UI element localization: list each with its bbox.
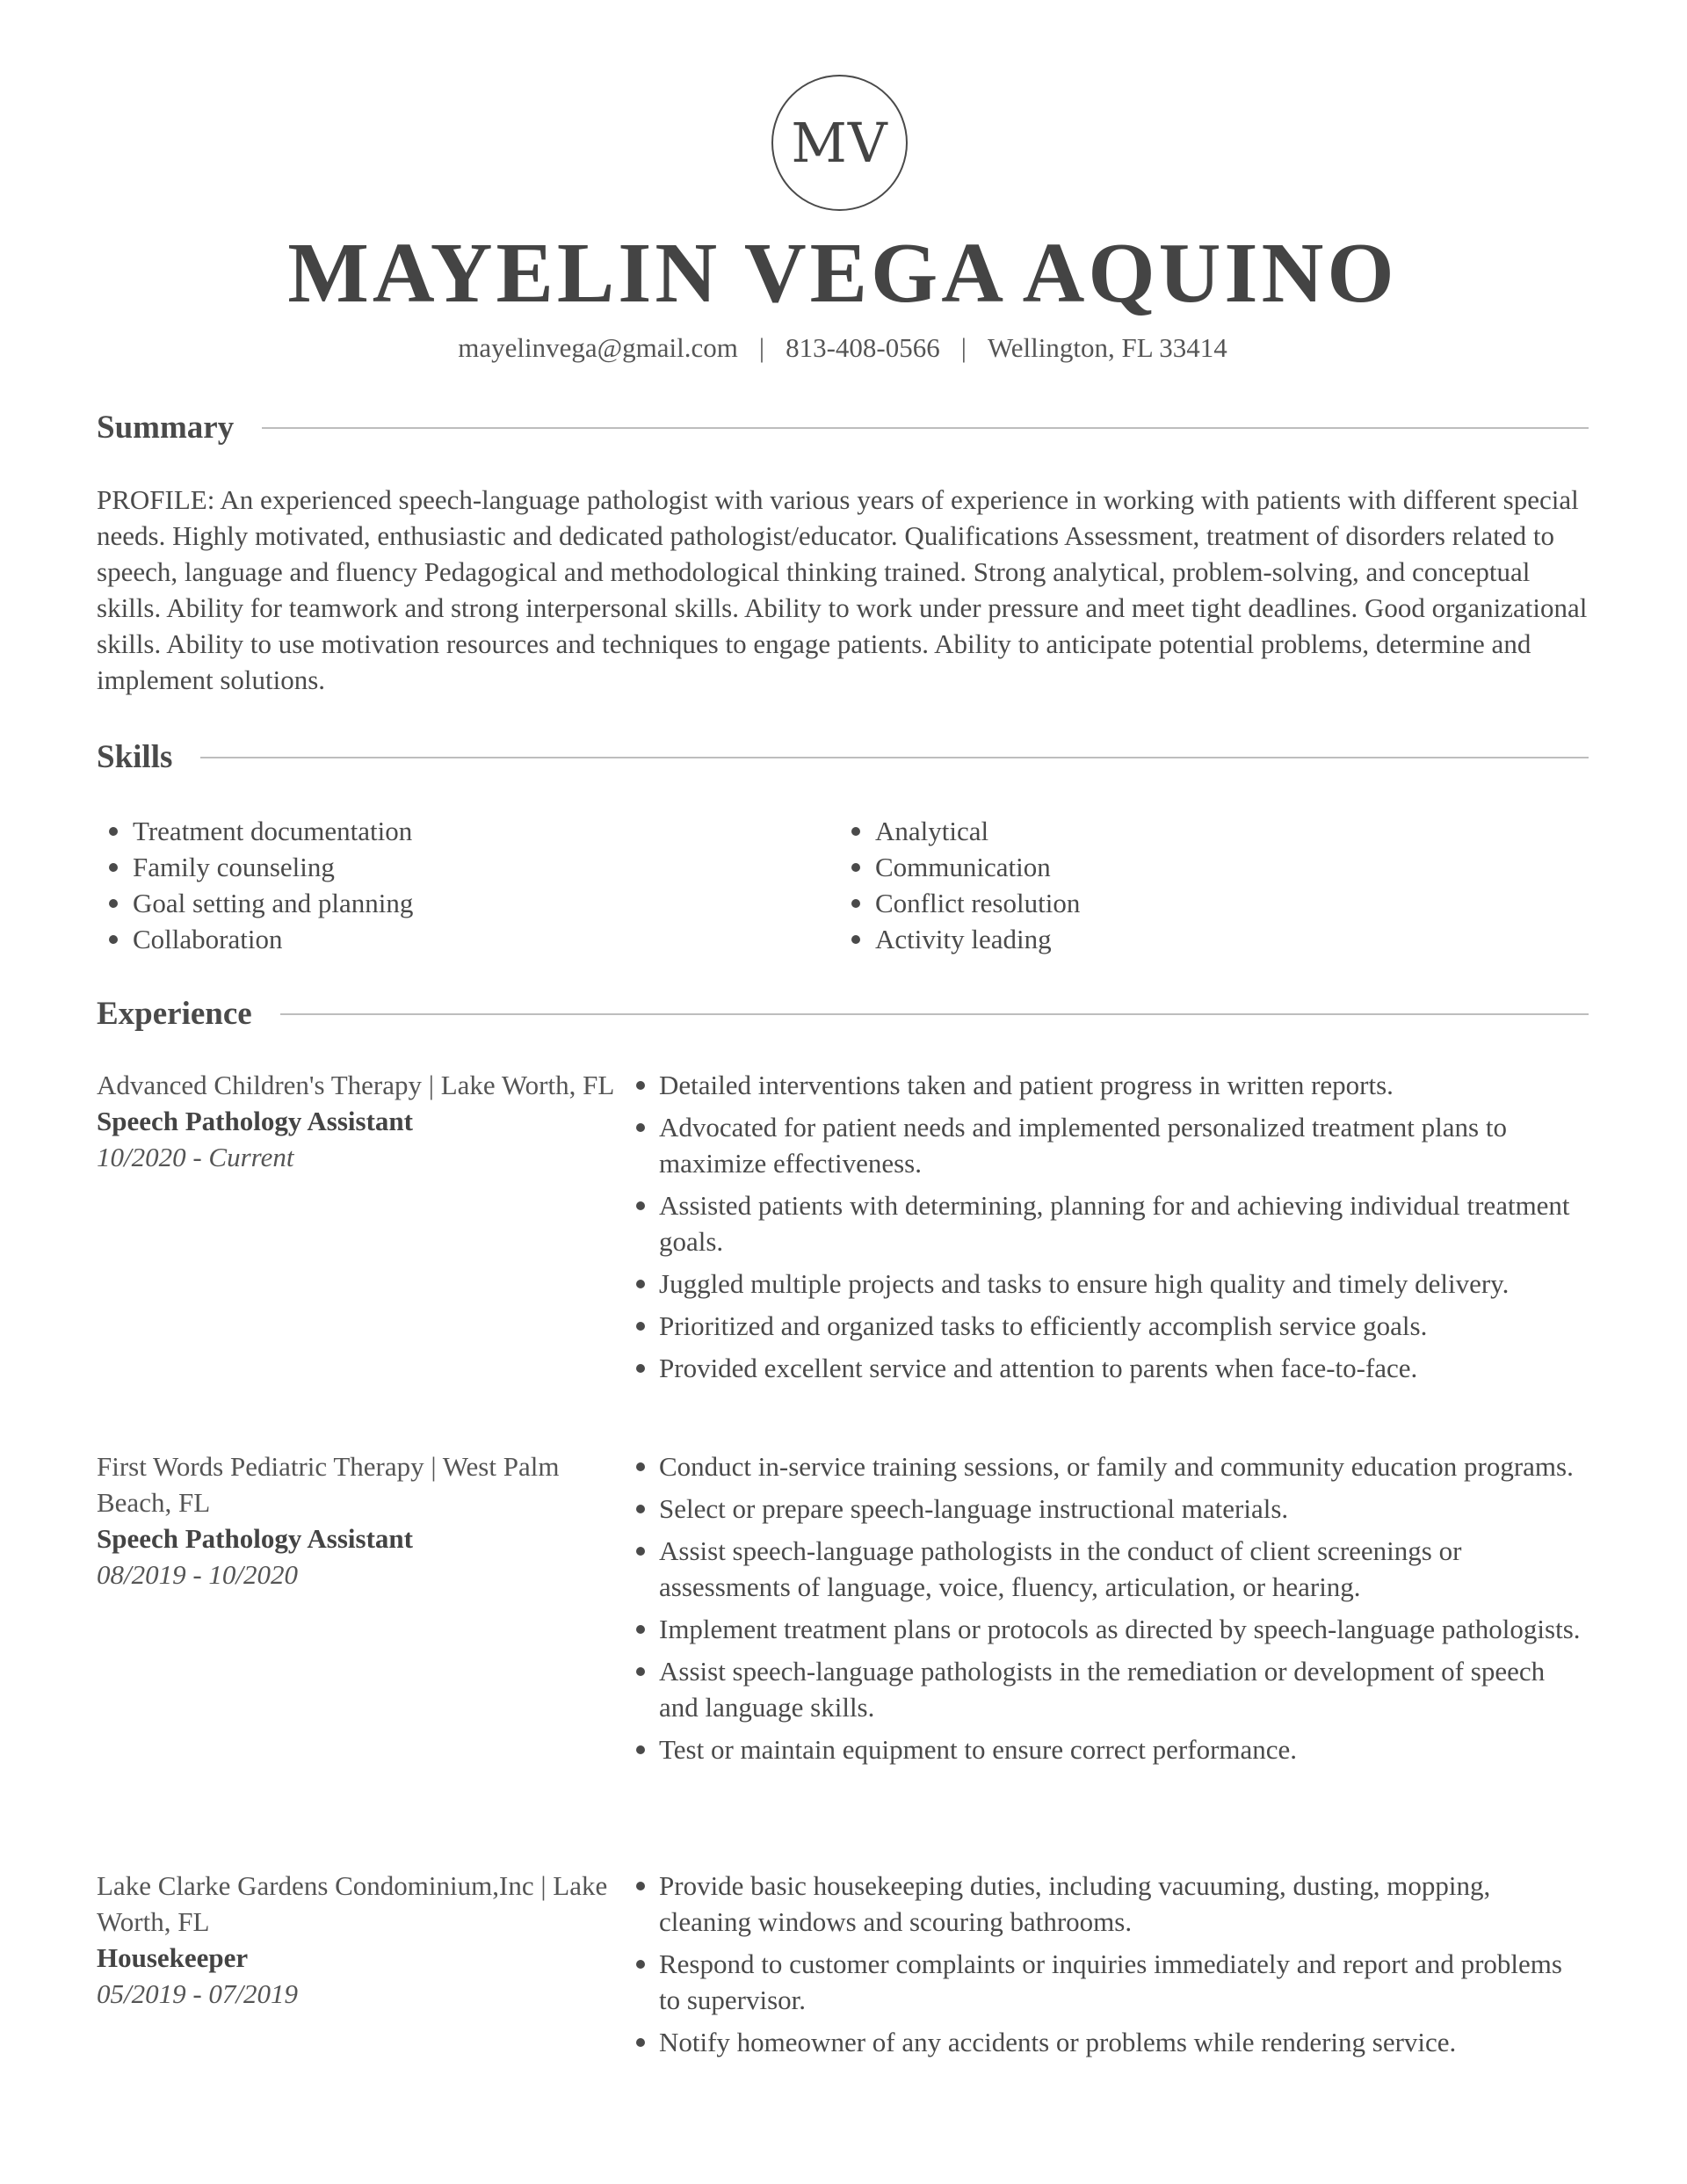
job-bullet: Select or prepare speech-language instructional materials. <box>634 1491 1589 1527</box>
job-bullet: Test or maintain equipment to ensure correct performance. <box>634 1731 1589 1767</box>
contact-line <box>97 332 1589 364</box>
skill-item: Activity leading <box>839 921 1080 957</box>
job-bullet: Provided excellent service and attention to parents when face-to-face. <box>634 1350 1589 1386</box>
job-entry <box>97 1448 1589 1774</box>
section-divider <box>200 757 1589 758</box>
job-dates: 10/2020 - Current <box>97 1142 294 1172</box>
job-bullet: Conduct in-service training sessions, or family and community education programs. <box>634 1448 1589 1484</box>
job-entry <box>97 1067 1589 1392</box>
experience-heading <box>97 995 1589 1033</box>
job-bullet: Provide basic housekeeping duties, including vacuuming, dusting, mopping, cleaning windows and scouring bathrooms. <box>634 1868 1589 1940</box>
job-meta <box>97 1448 634 1774</box>
contact-location: Wellington, FL 33414 <box>987 332 1227 363</box>
skills-heading <box>97 738 1589 776</box>
skill-item: Conflict resolution <box>839 885 1080 921</box>
contact-separator: | <box>960 332 967 363</box>
experience-heading-text: Experience <box>97 996 252 1032</box>
job-bullets <box>634 1868 1589 2066</box>
job-title: Speech Pathology Assistant <box>97 1106 413 1136</box>
summary-text: PROFILE: An experienced speech-language pathologist with various years of experience in working with patients with different special needs. Highly motivated, enthusiastic and dedicated pathologist/educator. Qualifications Assessment, treatment of disorders related to speech, language and fluency Pedagogical and methodological thinking trained. Strong analytical, problem-solving, and conceptual skills. Ability for teamwork and strong interpersonal skills. Ability to work under pressure and meet tight deadlines. Good organizational skills. Ability to use motivation resources and techniques to engage patients. Ability to anticipate potential problems, determine and implement solutions. <box>97 484 1588 695</box>
section-divider <box>280 1013 1589 1015</box>
skill-item: Communication <box>839 849 1080 885</box>
job-bullet: Notify homeowner of any accidents or problems while rendering service. <box>634 2024 1589 2060</box>
job-meta <box>97 1868 634 2066</box>
candidate-name: MAYELIN VEGA AQUINO <box>287 226 1398 321</box>
job-dates: 05/2019 - 07/2019 <box>97 1978 299 2009</box>
job-bullet: Juggled multiple projects and tasks to ensure high quality and timely delivery. <box>634 1266 1589 1302</box>
job-title: Speech Pathology Assistant <box>97 1523 413 1554</box>
summary-heading-text: Summary <box>97 410 235 446</box>
contact-phone[interactable]: 813-408-0566 <box>786 332 940 363</box>
job-bullet: Assist speech-language pathologists in the remediation or development of speech and language skills. <box>634 1653 1589 1725</box>
summary-heading <box>97 409 1589 446</box>
skills-list <box>97 813 1589 957</box>
skill-item: Goal setting and planning <box>97 885 839 921</box>
skill-item: Collaboration <box>97 921 839 957</box>
job-employer: Advanced Children's Therapy | Lake Worth, FL <box>97 1070 615 1100</box>
job-meta <box>97 1067 634 1392</box>
skill-item: Analytical <box>839 813 1080 849</box>
job-bullets <box>634 1067 1589 1392</box>
monogram-badge <box>771 75 908 211</box>
skill-item: Family counseling <box>97 849 839 885</box>
job-bullet: Assist speech-language pathologists in the conduct of client screenings or assessments of language, voice, fluency, articulation, or hearing. <box>634 1533 1589 1605</box>
job-employer: Lake Clarke Gardens Condominium,Inc | Lake Worth, FL <box>97 1870 608 1937</box>
job-bullet: Prioritized and organized tasks to efficiently accomplish service goals. <box>634 1308 1589 1344</box>
job-title: Housekeeper <box>97 1942 249 1973</box>
job-dates: 08/2019 - 10/2020 <box>97 1559 299 1590</box>
job-entry <box>97 1868 1589 2066</box>
job-employer: First Words Pediatric Therapy | West Palm Beach, FL <box>97 1451 560 1518</box>
skills-column-2 <box>839 813 1080 957</box>
skills-column-1 <box>97 813 839 957</box>
skills-heading-text: Skills <box>97 739 173 775</box>
section-divider <box>262 427 1589 429</box>
job-bullets <box>634 1448 1589 1774</box>
job-bullet: Detailed interventions taken and patient progress in written reports. <box>634 1067 1589 1103</box>
monogram-text: MV <box>791 111 888 175</box>
contact-separator: | <box>758 332 765 363</box>
job-bullet: Assisted patients with determining, planning for and achieving individual treatment goals. <box>634 1187 1589 1259</box>
contact-email[interactable]: mayelinvega@gmail.com <box>458 332 738 363</box>
job-bullet: Advocated for patient needs and implemented personalized treatment plans to maximize effectiveness. <box>634 1109 1589 1181</box>
job-bullet: Implement treatment plans or protocols as directed by speech-language pathologists. <box>634 1611 1589 1647</box>
job-bullet: Respond to customer complaints or inquiries immediately and report and problems to supervisor. <box>634 1946 1589 2018</box>
skill-item: Treatment documentation <box>97 813 839 849</box>
